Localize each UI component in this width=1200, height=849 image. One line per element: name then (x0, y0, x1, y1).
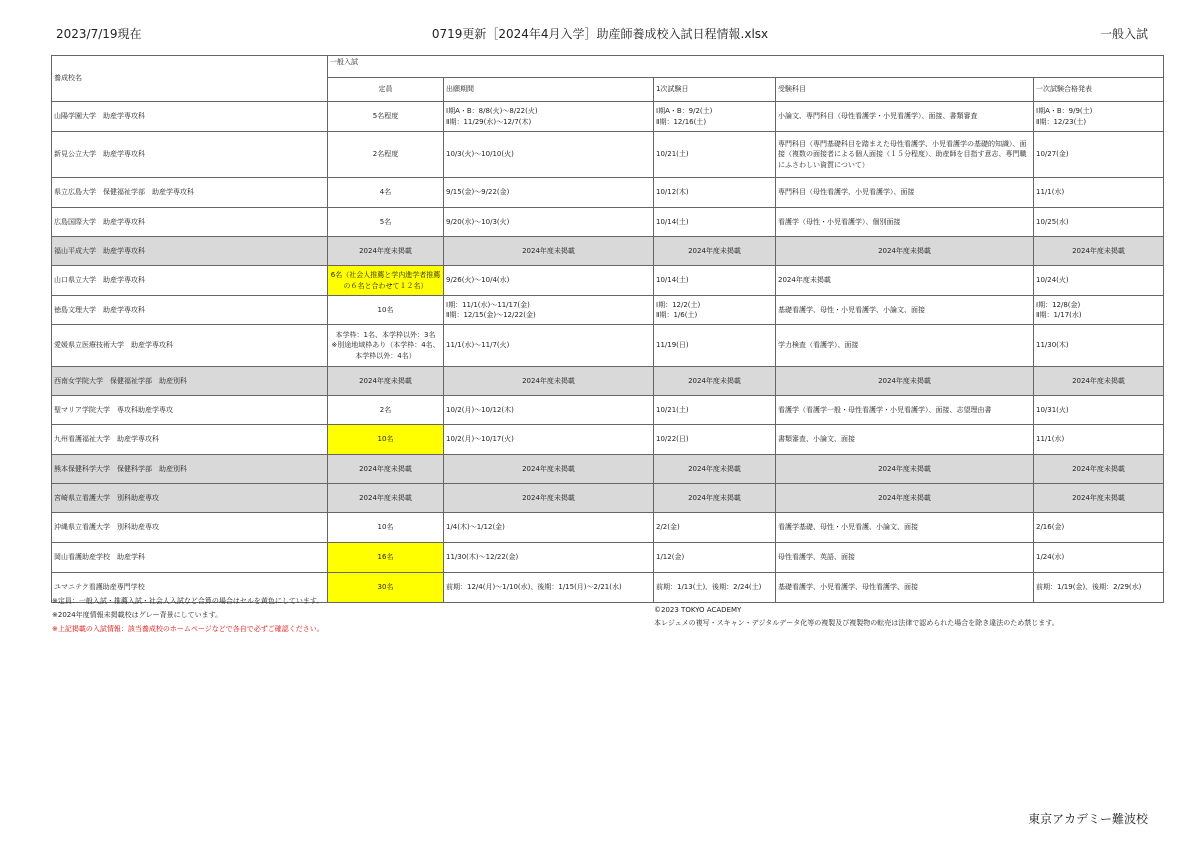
exam-date-cell-line: 10/12(木) (656, 188, 689, 197)
footer-school-name: 東京アカデミー難波校 (1028, 812, 1148, 826)
application-period-cell (444, 573, 654, 603)
result-date-cell (1034, 208, 1164, 237)
subjects-cell (776, 513, 1034, 543)
subjects-cell-line: 小論文、専門科目（母性看護学・小児看護学）、面接、書類審査 (778, 112, 978, 121)
result-date-cell-line: 2024年度未掲載 (1072, 493, 1125, 502)
subjects-cell-line: 母性看護学、英語、面接 (778, 553, 855, 562)
exam-date-cell (654, 573, 776, 603)
capacity-cell-line: 4名 (379, 188, 392, 197)
capacity-cell (328, 455, 444, 484)
note-gray-legend: ※2024年度情報未掲載校はグレー背景にしています。 (52, 611, 223, 619)
school-name-cell: 沖縄県立看護大学 別科助産専攻 (52, 513, 328, 543)
table-row (52, 266, 1164, 296)
result-date-cell-line: 11/1(水) (1036, 435, 1065, 444)
subjects-cell-line: 看護学（母性・小児看護学）、個別面接 (778, 217, 901, 226)
exam-date-cell (654, 425, 776, 455)
result-date-cell (1034, 425, 1164, 455)
application-period-cell-line: 10/2(月)～10/17(火) (446, 435, 514, 444)
table-row (52, 237, 1164, 266)
application-period-cell (444, 396, 654, 425)
capacity-cell (328, 425, 444, 455)
capacity-cell (328, 325, 444, 367)
date-label: 2023/7/19現在 (56, 27, 142, 41)
result-date-cell (1034, 543, 1164, 573)
school-name-cell: 九州看護福祉大学 助産学専攻科 (52, 425, 328, 455)
result-date-cell (1034, 102, 1164, 132)
capacity-column-header: 定員 (328, 78, 444, 102)
exam-date-cell (654, 266, 776, 296)
copyright-block (654, 607, 1059, 633)
exam-date-cell-line: 2024年度未掲載 (688, 246, 741, 255)
exam-date-cell-line: 2024年度未掲載 (688, 493, 741, 502)
application-period-cell (444, 325, 654, 367)
subjects-cell-line: 専門科目（専門基礎科目を踏まえた母性看護学、小児看護学の基礎的知識）、面接（複数の面接者による個人面接（１５分程度）、助産師を目指す意志、専門職にふさわしい資質について） (778, 140, 1027, 169)
exam-date-cell-line: 10/14(土) (656, 217, 689, 226)
table-row (52, 102, 1164, 132)
subjects-cell (776, 367, 1034, 396)
capacity-cell (328, 296, 444, 325)
note-yellow-legend: ※定員：一般入試・推薦入試・社会人入試など合算の場合はセルを黄色にしています。 (52, 597, 324, 605)
exam-date-cell-line: 2/2(金) (656, 523, 680, 532)
result-date-cell (1034, 132, 1164, 178)
exam-date-cell-line: 1/12(金) (656, 553, 685, 562)
application-period-cell-line: Ⅱ期：12/15(金)～12/22(金) (446, 311, 536, 319)
application-period-cell (444, 178, 654, 208)
category-label: 一般入試 (1099, 27, 1148, 41)
application-period-cell-line: 11/1(水)～11/7(火) (446, 341, 510, 350)
subjects-cell (776, 325, 1034, 367)
schedule-table (51, 55, 1164, 603)
result-date-cell-line: 10/24(火) (1036, 276, 1069, 285)
result-date-cell-line: 11/30(木) (1036, 341, 1069, 350)
subjects-cell-line: 2024年度未掲載 (878, 376, 931, 385)
capacity-cell (328, 237, 444, 266)
application-period-cell (444, 102, 654, 132)
capacity-cell (328, 484, 444, 513)
result-date-cell-line: 10/27(金) (1036, 150, 1069, 159)
capacity-cell (328, 208, 444, 237)
result-date-cell-line: 2024年度未掲載 (1072, 246, 1125, 255)
capacity-cell-line: 5名 (379, 217, 392, 226)
application-period-cell-line: 9/15(金)～9/22(金) (446, 188, 510, 197)
school-name-cell: 山口県立大学 助産学専攻科 (52, 266, 328, 296)
result-date-cell-line: 2/16(金) (1036, 523, 1065, 532)
result-date-cell-line: 10/25(水) (1036, 217, 1069, 226)
application-period-cell (444, 266, 654, 296)
exam-date-cell (654, 513, 776, 543)
application-period-cell-line: Ⅱ期：11/29(水)～12/7(木) (446, 117, 532, 126)
result-date-cell (1034, 266, 1164, 296)
result-date-cell-line: Ⅰ期：12/8(金) (1036, 300, 1081, 309)
school-name-cell: 広島国際大学 助産学専攻科 (52, 208, 328, 237)
exam-date-cell (654, 455, 776, 484)
result-date-cell-line: Ⅱ期：12/23(土) (1036, 117, 1087, 126)
capacity-cell-line: 2名程度 (372, 150, 399, 159)
disclaimer-text: 本レジュメの複写・スキャン・デジタルデータ化等の複製及び複製物の転売は法律で認められた場合を除き違法のため禁じます。 (654, 619, 1059, 627)
application-period-cell-line: 10/3(火)～10/10(火) (446, 150, 514, 159)
exam-date-cell (654, 178, 776, 208)
exam-date-cell-line: 10/14(土) (656, 276, 689, 285)
application-period-cell-line: 9/26(火)～10/4(水) (446, 276, 510, 285)
subjects-cell-line: 基礎看護学、小児看護学、母性看護学、面接 (778, 583, 918, 592)
subjects-cell (776, 102, 1034, 132)
subjects-cell-line: 学力検査（看護学）、面接 (778, 341, 859, 350)
exam-date-cell (654, 208, 776, 237)
school-name-cell: 聖マリア学院大学 専攻科助産学専攻 (52, 396, 328, 425)
application-period-cell (444, 543, 654, 573)
result-date-cell (1034, 513, 1164, 543)
school-name-cell: ユマニテク看護助産専門学校 (52, 573, 328, 603)
result-date-cell (1034, 325, 1164, 367)
result-date-cell (1034, 296, 1164, 325)
table-row (52, 208, 1164, 237)
result-date-cell-line: 前期：1/19(金)、後期：2/29(水) (1036, 583, 1142, 592)
application-period-cell-line: 1/4(木)～1/12(金) (446, 523, 505, 532)
application-period-cell-line: 2024年度未掲載 (522, 246, 575, 255)
application-period-cell (444, 296, 654, 325)
exam-date-cell-line: 10/22(日) (656, 435, 689, 444)
school-name-cell: 福山平成大学 助産学専攻科 (52, 237, 328, 266)
file-title: 0719更新［2024年4月入学］助産師養成校入試日程情報.xlsx (431, 27, 769, 41)
subjects-cell (776, 455, 1034, 484)
capacity-cell (328, 543, 444, 573)
note-confirm-warning: ※上記掲載の入試情報：該当養成校のホームページなどで各自で必ずご確認ください。 (52, 625, 324, 633)
capacity-cell-line: 本学枠：1名、本学枠以外：3名 (335, 331, 436, 340)
exam-date-cell (654, 325, 776, 367)
result-date-cell (1034, 396, 1164, 425)
exam-date-cell (654, 102, 776, 132)
capacity-cell-line: 2024年度未掲載 (359, 493, 412, 502)
exam-date-cell-line: 10/21(土) (656, 150, 689, 159)
capacity-cell-line: 2024年度未掲載 (359, 464, 412, 473)
result-date-column-header: 一次試験合格発表 (1034, 78, 1164, 102)
application-period-cell (444, 132, 654, 178)
subjects-cell (776, 396, 1034, 425)
subjects-cell-line: 専門科目（母性看護学、小児看護学）、面接 (778, 188, 915, 197)
application-period-cell (444, 367, 654, 396)
schedule-table-body (52, 56, 1164, 603)
capacity-cell (328, 132, 444, 178)
application-period-cell-line: 9/20(水)～10/3(火) (446, 217, 510, 226)
exam-date-cell-line: Ⅰ期A・B：9/2(土) (656, 107, 713, 116)
exam-date-cell (654, 543, 776, 573)
result-date-cell-line: 1/24(水) (1036, 553, 1065, 562)
subjects-cell (776, 484, 1034, 513)
subjects-cell-line: 看護学（看護学一般・母性看護学・小児看護学）、面接、志望理由書 (778, 405, 992, 414)
capacity-cell-line: 2名 (379, 405, 392, 414)
application-period-cell (444, 455, 654, 484)
capacity-cell-line: 30名 (377, 583, 394, 592)
notes-block (52, 598, 324, 640)
capacity-cell (328, 367, 444, 396)
exam-group-header: 一般入試 (328, 56, 1164, 78)
result-date-cell (1034, 484, 1164, 513)
application-period-cell (444, 513, 654, 543)
capacity-cell-line: 6名（社会人推薦と学内進学者推薦の６名と合わせて１２名） (330, 271, 441, 290)
application-period-cell-line: 前期：12/4(月)～1/10(水)、後期：1/15(月)～2/21(水) (446, 583, 622, 592)
capacity-cell (328, 573, 444, 603)
school-name-cell: 県立広島大学 保健福祉学部 助産学専攻科 (52, 178, 328, 208)
subjects-cell-line: 基礎看護学、母性・小児看護学、小論文、面接 (778, 305, 925, 314)
exam-date-cell-line: Ⅰ期：12/2(土) (656, 300, 701, 309)
subjects-cell-line: 2024年度未掲載 (778, 276, 831, 285)
capacity-cell-line: 5名程度 (372, 112, 399, 121)
exam-date-cell-line: 2024年度未掲載 (688, 376, 741, 385)
subjects-cell (776, 573, 1034, 603)
school-name-cell: 西南女学院大学 保健福祉学部 助産別科 (52, 367, 328, 396)
school-name-cell: 山陽学園大学 助産学専攻科 (52, 102, 328, 132)
table-row (52, 367, 1164, 396)
table-header-row-1 (52, 56, 1164, 78)
table-row (52, 396, 1164, 425)
subjects-cell (776, 132, 1034, 178)
subjects-cell-line: 2024年度未掲載 (878, 246, 931, 255)
school-name-cell: 徳島文理大学 助産学専攻科 (52, 296, 328, 325)
school-name-cell: 熊本保健科学大学 保健科学部 助産別科 (52, 455, 328, 484)
subjects-cell-line: 2024年度未掲載 (878, 493, 931, 502)
table-row (52, 296, 1164, 325)
capacity-cell (328, 513, 444, 543)
table-row (52, 455, 1164, 484)
application-period-cell-line: 10/2(月)～10/12(木) (446, 405, 514, 414)
exam-date-cell (654, 484, 776, 513)
capacity-cell-line: 2024年度未掲載 (359, 376, 412, 385)
capacity-cell-line: ※別途地域枠あり（本学枠：4名、本学枠以外：4名） (331, 341, 440, 360)
capacity-cell (328, 102, 444, 132)
capacity-cell-line: 10名 (377, 523, 394, 532)
result-date-cell (1034, 178, 1164, 208)
subjects-cell (776, 178, 1034, 208)
table-row (52, 178, 1164, 208)
capacity-cell-line: 2024年度未掲載 (359, 246, 412, 255)
exam-date-cell (654, 296, 776, 325)
subjects-cell-line: 書類審査、小論文、面接 (778, 435, 855, 444)
application-period-cell-line: 11/30(木)～12/22(金) (446, 553, 519, 562)
result-date-cell-line: 2024年度未掲載 (1072, 464, 1125, 473)
exam-date-cell (654, 237, 776, 266)
school-name-cell: 愛媛県立医療技術大学 助産学専攻科 (52, 325, 328, 367)
table-row (52, 132, 1164, 178)
subjects-cell (776, 296, 1034, 325)
exam-date-cell-line: 2024年度未掲載 (688, 464, 741, 473)
result-date-cell-line: 10/31(火) (1036, 405, 1069, 414)
school-name-cell: 岡山看護助産学校 助産学科 (52, 543, 328, 573)
capacity-cell-line: 16名 (377, 553, 394, 562)
subjects-cell-line: 看護学基礎、母性・小児看護、小論文、面接 (778, 523, 918, 532)
application-period-column-header: 出願期間 (444, 78, 654, 102)
subjects-cell (776, 237, 1034, 266)
application-period-cell-line: 2024年度未掲載 (522, 493, 575, 502)
capacity-cell (328, 266, 444, 296)
subjects-cell (776, 543, 1034, 573)
exam-date-cell-line: 11/19(日) (656, 341, 689, 350)
exam-date-cell-line: Ⅱ期：1/6(土) (656, 311, 698, 319)
capacity-cell-line: 10名 (377, 305, 394, 314)
capacity-cell (328, 396, 444, 425)
application-period-cell-line: Ⅰ期：11/1(水)～11/17(金) (446, 300, 530, 309)
table-row (52, 425, 1164, 455)
exam-date-cell (654, 132, 776, 178)
application-period-cell (444, 425, 654, 455)
table-row (52, 325, 1164, 367)
result-date-cell (1034, 573, 1164, 603)
exam-date-cell-line: 前期：1/13(土)、後期：2/24(土) (656, 583, 762, 592)
subjects-cell (776, 266, 1034, 296)
table-row (52, 543, 1164, 573)
subjects-cell-line: 2024年度未掲載 (878, 464, 931, 473)
subjects-cell (776, 208, 1034, 237)
capacity-cell (328, 178, 444, 208)
application-period-cell-line: 2024年度未掲載 (522, 376, 575, 385)
subjects-column-header: 受験科目 (776, 78, 1034, 102)
result-date-cell-line: 11/1(水) (1036, 188, 1065, 197)
exam-date-cell-line: Ⅱ期：12/16(土) (656, 117, 707, 126)
result-date-cell (1034, 367, 1164, 396)
table-row (52, 484, 1164, 513)
application-period-cell (444, 237, 654, 266)
subjects-cell (776, 425, 1034, 455)
capacity-cell-line: 10名 (377, 435, 394, 444)
school-name-cell: 新見公立大学 助産学専攻科 (52, 132, 328, 178)
application-period-cell (444, 484, 654, 513)
exam-date-column-header: 1次試験日 (654, 78, 776, 102)
result-date-cell-line: Ⅰ期A・B：9/9(土) (1036, 107, 1093, 116)
application-period-cell-line: Ⅰ期A・B：8/8(火)～8/22(火) (446, 107, 538, 116)
school-name-cell: 宮崎県立看護大学 別科助産専攻 (52, 484, 328, 513)
exam-date-cell-line: 10/21(土) (656, 405, 689, 414)
result-date-cell (1034, 237, 1164, 266)
application-period-cell (444, 208, 654, 237)
application-period-cell-line: 2024年度未掲載 (522, 464, 575, 473)
result-date-cell-line: 2024年度未掲載 (1072, 376, 1125, 385)
result-date-cell-line: Ⅱ期：1/17(水) (1036, 311, 1082, 319)
school-column-header: 養成校名 (52, 56, 328, 102)
exam-date-cell (654, 367, 776, 396)
result-date-cell (1034, 455, 1164, 484)
table-row (52, 513, 1164, 543)
exam-date-cell (654, 396, 776, 425)
copyright-text: ©2023 TOKYO ACADEMY (654, 606, 742, 614)
